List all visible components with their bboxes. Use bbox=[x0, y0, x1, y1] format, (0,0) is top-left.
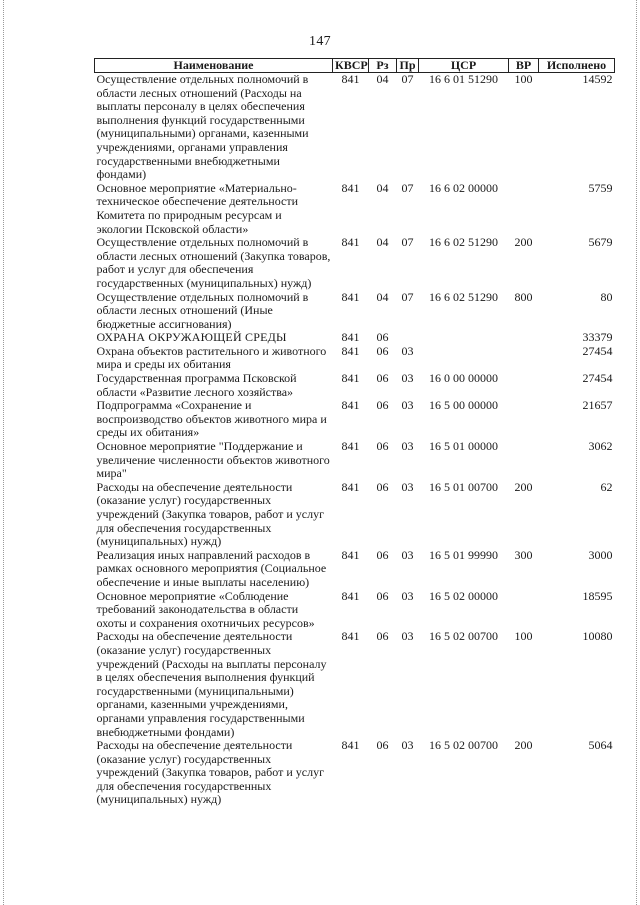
row-kvsr: 841 bbox=[341, 289, 360, 304]
row-csr: 16 5 02 00000 bbox=[429, 588, 498, 603]
row-pr: 07 bbox=[401, 235, 414, 250]
page-edge-right bbox=[636, 0, 637, 905]
header-name: Наименование bbox=[95, 59, 333, 73]
row-executed: 3000 bbox=[588, 547, 613, 562]
row-vr: 200 bbox=[514, 479, 533, 494]
row-executed: 62 bbox=[600, 479, 613, 494]
row-rz: 06 bbox=[376, 547, 389, 562]
row-rz: 06 bbox=[376, 398, 389, 413]
row-csr bbox=[419, 331, 509, 345]
row-vr bbox=[509, 372, 539, 399]
row-executed: 18595 bbox=[582, 588, 613, 603]
table-row bbox=[95, 399, 615, 440]
row-executed: 33379 bbox=[582, 330, 613, 345]
row-vr: 200 bbox=[514, 738, 533, 753]
row-csr: 16 6 01 51290 bbox=[429, 72, 498, 86]
row-csr: 16 6 02 51290 bbox=[429, 235, 498, 250]
row-kvsr: 841 bbox=[341, 439, 360, 454]
row-vr bbox=[509, 440, 539, 481]
row-rz: 06 bbox=[376, 343, 389, 358]
row-pr: 03 bbox=[401, 588, 414, 603]
header-csr: ЦСР bbox=[419, 59, 509, 73]
row-vr: 200 bbox=[514, 235, 533, 250]
row-vr: 800 bbox=[514, 289, 533, 304]
row-pr: 03 bbox=[401, 371, 414, 386]
row-kvsr: 841 bbox=[341, 738, 360, 753]
row-kvsr: 841 bbox=[341, 398, 360, 413]
row-name: Охрана объектов растительного и животного мира и среды их обитания bbox=[96, 343, 327, 372]
row-rz: 04 bbox=[376, 180, 389, 195]
row-name: Осуществление отдельных полномочий в области лесных отношений (Расходы на выплаты персоналу в целях обеспечения выполнения функций государственными (муниципальными) органами, казенными учреждениями, органами управления государственными внебюджетными фондами) bbox=[96, 72, 309, 182]
row-rz: 04 bbox=[376, 235, 389, 250]
header-kvsr: КВСР bbox=[333, 59, 369, 73]
header-executed: Исполнено bbox=[539, 59, 615, 73]
header-rz: Рз bbox=[369, 59, 397, 73]
row-executed: 27454 bbox=[582, 371, 613, 386]
row-name: Основное мероприятие «Соблюдение требований законодательства в области охоты и сохранения охотничьих ресурсов» bbox=[96, 588, 315, 630]
row-name: Осуществление отдельных полномочий в области лесных отношений (Закупка товаров, работ и услуг для обеспечения государственных (муниципальных) нужд) bbox=[96, 235, 331, 290]
header-pr: Пр bbox=[397, 59, 419, 73]
table-row bbox=[95, 236, 615, 290]
row-pr: 07 bbox=[401, 289, 414, 304]
row-pr: 03 bbox=[401, 479, 414, 494]
row-executed: 10080 bbox=[582, 629, 613, 644]
row-rz: 06 bbox=[376, 738, 389, 753]
table-header-row bbox=[95, 59, 615, 73]
row-csr: 16 0 00 00000 bbox=[429, 371, 498, 386]
table-body bbox=[95, 73, 615, 808]
table-row bbox=[95, 739, 615, 807]
row-kvsr: 841 bbox=[341, 479, 360, 494]
row-executed: 14592 bbox=[582, 72, 613, 86]
row-kvsr: 841 bbox=[341, 72, 360, 86]
row-csr: 16 5 01 00000 bbox=[429, 439, 498, 454]
header-vr: ВР bbox=[509, 59, 539, 73]
row-name: ОХРАНА ОКРУЖАЮЩЕЙ СРЕДЫ bbox=[96, 330, 287, 345]
row-vr bbox=[509, 399, 539, 440]
row-csr: 16 5 02 00700 bbox=[429, 629, 498, 644]
row-rz: 06 bbox=[376, 629, 389, 644]
row-csr: 16 5 00 00000 bbox=[429, 398, 498, 413]
table-row bbox=[95, 291, 615, 332]
row-name: Расходы на обеспечение деятельности (оказание услуг) государственных учреждений (Закупка товаров, работ и услуг для обеспечения государственных (муниципальных) нужд) bbox=[96, 479, 325, 549]
row-rz: 06 bbox=[376, 588, 389, 603]
row-csr: 16 6 02 00000 bbox=[429, 180, 498, 195]
table-row bbox=[95, 481, 615, 549]
row-executed: 3062 bbox=[588, 439, 613, 454]
row-name: Расходы на обеспечение деятельности (оказание услуг) государственных учреждений (Расходы на выплаты персоналу в целях обеспечения выполнения функций государственными (муниципальными) органами, казенными учреждениями, органами управления государственными внебюджетными фондами) bbox=[96, 629, 327, 739]
table-row bbox=[95, 549, 615, 590]
page-edge-left bbox=[3, 0, 4, 905]
row-csr: 16 5 02 00700 bbox=[429, 738, 498, 753]
row-vr bbox=[509, 345, 539, 372]
table-row bbox=[95, 345, 615, 372]
row-vr bbox=[509, 182, 539, 236]
row-pr: 03 bbox=[401, 738, 414, 753]
row-kvsr: 841 bbox=[341, 343, 360, 358]
row-executed: 80 bbox=[600, 289, 613, 304]
row-csr: 16 5 01 00700 bbox=[429, 479, 498, 494]
row-name: Осуществление отдельных полномочий в области лесных отношений (Иные бюджетные ассигнования) bbox=[96, 289, 309, 331]
row-kvsr: 841 bbox=[341, 235, 360, 250]
row-vr: 300 bbox=[514, 547, 533, 562]
row-kvsr: 841 bbox=[341, 588, 360, 603]
row-rz: 06 bbox=[376, 371, 389, 386]
row-kvsr: 841 bbox=[341, 330, 360, 345]
row-vr bbox=[509, 590, 539, 631]
row-kvsr: 841 bbox=[341, 180, 360, 195]
table-row bbox=[95, 590, 615, 631]
row-csr: 16 6 02 51290 bbox=[429, 289, 498, 304]
row-kvsr: 841 bbox=[341, 547, 360, 562]
row-name: Расходы на обеспечение деятельности (оказание услуг) государственных учреждений (Закупка товаров, работ и услуг для обеспечения государственных (муниципальных) нужд) bbox=[96, 738, 325, 807]
row-executed: 27454 bbox=[582, 343, 613, 358]
row-rz: 04 bbox=[376, 289, 389, 304]
row-name: Основное мероприятие «Материально-техническое обеспечение деятельности Комитета по природным ресурсам и экологии Псковской области» bbox=[96, 180, 299, 236]
row-vr: 100 bbox=[514, 72, 533, 86]
row-executed: 5759 bbox=[588, 180, 613, 195]
row-name: Подпрограмма «Сохранение и воспроизводство объектов животного мира и среды их обитания» bbox=[96, 398, 327, 440]
table-row bbox=[95, 630, 615, 739]
row-executed: 5064 bbox=[588, 738, 613, 753]
row-pr: 03 bbox=[401, 547, 414, 562]
row-name: Государственная программа Псковской области «Развитие лесного хозяйства» bbox=[96, 371, 297, 399]
row-pr: 03 bbox=[401, 629, 414, 644]
row-pr: 03 bbox=[401, 439, 414, 454]
budget-table bbox=[94, 58, 615, 807]
row-vr bbox=[509, 331, 539, 345]
row-pr: 07 bbox=[401, 72, 414, 86]
row-pr: 03 bbox=[401, 343, 414, 358]
table-row bbox=[95, 440, 615, 481]
table-section-row bbox=[95, 331, 615, 345]
row-executed: 5679 bbox=[588, 235, 613, 250]
table-row bbox=[95, 73, 615, 182]
row-name: Реализация иных направлений расходов в рамках основного мероприятия (Социальное обеспечение и иные выплаты населению) bbox=[96, 547, 327, 589]
row-csr: 16 5 01 99990 bbox=[429, 547, 498, 562]
row-vr: 100 bbox=[514, 629, 533, 644]
row-pr: 07 bbox=[401, 180, 414, 195]
row-rz: 06 bbox=[376, 479, 389, 494]
row-rz: 04 bbox=[376, 72, 389, 86]
row-rz: 06 bbox=[376, 439, 389, 454]
row-kvsr: 841 bbox=[341, 629, 360, 644]
row-name: Основное мероприятие "Поддержание и увеличение численности объектов животного мира" bbox=[96, 439, 330, 481]
row-csr bbox=[419, 345, 509, 372]
row-kvsr: 841 bbox=[341, 371, 360, 386]
page-number: 147 bbox=[309, 34, 331, 49]
row-pr bbox=[397, 331, 419, 345]
row-executed: 21657 bbox=[582, 398, 613, 413]
table-row bbox=[95, 182, 615, 236]
row-rz: 06 bbox=[376, 330, 389, 345]
table-row bbox=[95, 372, 615, 399]
row-pr: 03 bbox=[401, 398, 414, 413]
